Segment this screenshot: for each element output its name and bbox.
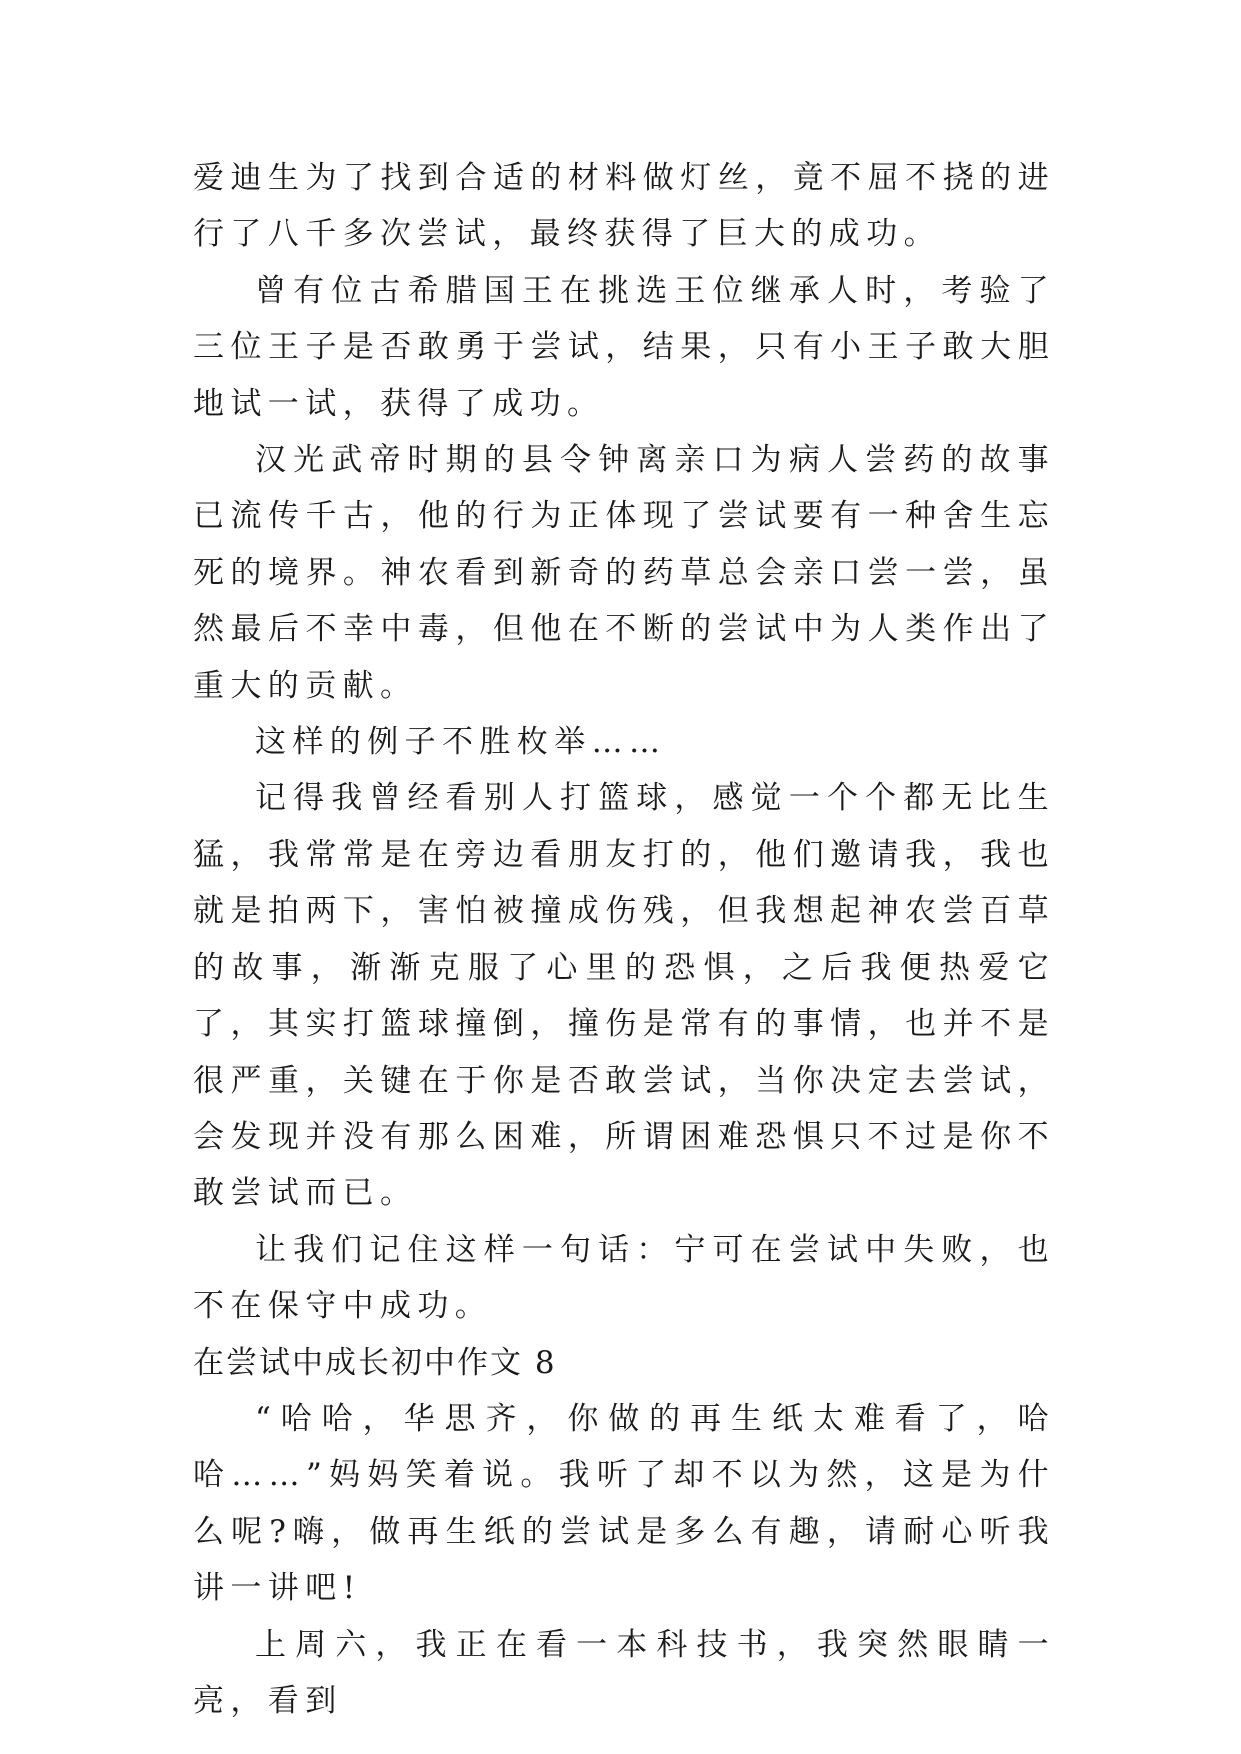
paragraph-basketball: 记得我曾经看别人打篮球，感觉一个个都无比生猛，我常常是在旁边看朋友打的，他们邀请我，我也就是拍两下，害怕被撞成伤残，但我想起神农尝百草的故事，渐渐克服了心里的恐惧，之后我便热爱它了，其实打篮球撞倒，撞伤是常有的事情，也并不是很严重，关键在于你是否敢尝试，当你决定去尝试，会发现并没有那么困难，所谓困难恐惧只不过是你不敢尝试而已。 (193, 780, 1055, 1212)
paragraph-zhongli-shennong: 汉光武帝时期的县令钟离亲口为病人尝药的故事已流传千古，他的行为正体现了尝试要有一种舍生忘死的境界。神农看到新奇的药草总会亲口尝一尝，虽然最后不幸中毒，但他在不断的尝试中为人类作出了重大的贡献。 (193, 442, 1055, 704)
document-page (193, 150, 1055, 1729)
paragraph-conclusion: 让我们记住这样一句话：宁可在尝试中失败，也不在保守中成功。 (193, 1231, 1055, 1325)
paragraph-recycled-paper: “哈哈，华思齐，你做的再生纸太难看了，哈哈……”妈妈笑着说。我听了却不以为然，这是为什么呢?嗨，做再生纸的尝试是多么有趣，请耐心听我讲一讲吧! (193, 1400, 1055, 1607)
paragraph-greek-king: 曾有位古希腊国王在挑选王位继承人时，考验了三位王子是否敢勇于尝试，结果，只有小王子敢大胆地试一试，获得了成功。 (193, 272, 1055, 422)
paragraph-examples: 这样的例子不胜枚举…… (255, 724, 667, 761)
paragraph-edison: 爱迪生为了找到合适的材料做灯丝，竟不屈不挠的进行了八千多次尝试，最终获得了巨大的成功。 (193, 160, 1055, 253)
paragraph-last-saturday: 上周六，我正在看一本科技书，我突然眼睛一亮，看到 (193, 1626, 1055, 1719)
essay-heading: 在尝试中成长初中作文 8 (193, 1344, 557, 1381)
